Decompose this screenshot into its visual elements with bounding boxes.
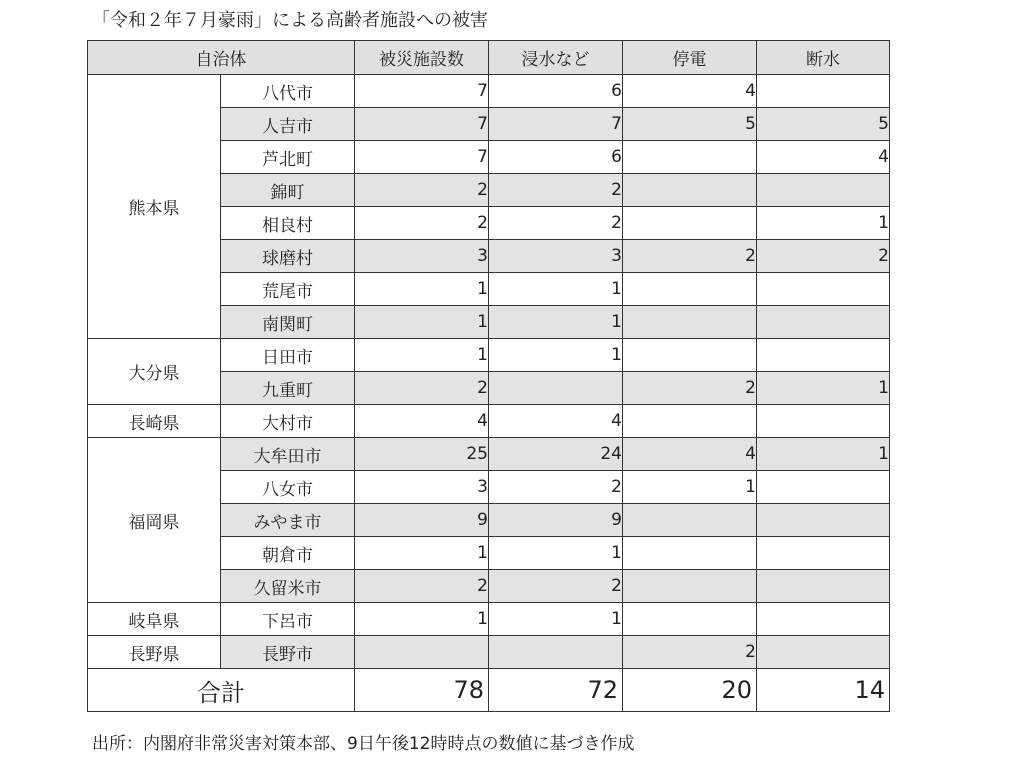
water-outage-cell: 1	[757, 438, 890, 471]
table-row	[88, 75, 890, 108]
municipality-cell: 下呂市	[221, 603, 355, 636]
facilities-cell: 25	[355, 438, 489, 471]
municipality-cell: 日田市	[221, 339, 355, 372]
water-outage-cell	[757, 273, 890, 306]
water-outage-cell	[757, 75, 890, 108]
water-outage-cell	[757, 570, 890, 603]
facilities-cell: 1	[355, 537, 489, 570]
power-outage-cell	[623, 570, 757, 603]
municipality-cell: 球磨村	[221, 240, 355, 273]
water-outage-cell: 5	[757, 108, 890, 141]
total-power-outage: 20	[623, 669, 757, 712]
municipality-cell: 九重町	[221, 372, 355, 405]
prefecture-cell: 長野県	[88, 636, 221, 669]
power-outage-cell	[623, 405, 757, 438]
power-outage-cell	[623, 339, 757, 372]
table-body	[88, 75, 890, 669]
table-row	[88, 438, 890, 471]
prefecture-cell: 大分県	[88, 339, 221, 405]
facilities-cell: 3	[355, 471, 489, 504]
facilities-cell: 2	[355, 570, 489, 603]
facilities-cell: 2	[355, 372, 489, 405]
prefecture-cell: 福岡県	[88, 438, 221, 603]
power-outage-cell: 2	[623, 372, 757, 405]
facilities-cell: 2	[355, 207, 489, 240]
power-outage-cell	[623, 504, 757, 537]
municipality-cell: 大牟田市	[221, 438, 355, 471]
facilities-cell: 1	[355, 306, 489, 339]
water-outage-cell	[757, 504, 890, 537]
damage-table	[87, 40, 890, 712]
municipality-cell: 八代市	[221, 75, 355, 108]
water-outage-cell: 1	[757, 372, 890, 405]
power-outage-cell: 4	[623, 75, 757, 108]
header-facilities: 被災施設数	[355, 41, 489, 75]
power-outage-cell	[623, 207, 757, 240]
flooding-cell: 1	[489, 306, 623, 339]
flooding-cell: 2	[489, 471, 623, 504]
flooding-cell: 1	[489, 273, 623, 306]
municipality-cell: 錦町	[221, 174, 355, 207]
flooding-cell: 1	[489, 537, 623, 570]
flooding-cell: 1	[489, 339, 623, 372]
prefecture-cell: 長崎県	[88, 405, 221, 438]
facilities-cell: 7	[355, 75, 489, 108]
flooding-cell	[489, 372, 623, 405]
flooding-cell: 1	[489, 603, 623, 636]
flooding-cell: 6	[489, 141, 623, 174]
flooding-cell: 24	[489, 438, 623, 471]
flooding-cell: 6	[489, 75, 623, 108]
header-municipality: 自治体	[88, 41, 355, 75]
water-outage-cell	[757, 603, 890, 636]
table-title: 「令和２年７月豪雨」による高齢者施設への被害	[92, 10, 488, 31]
facilities-cell	[355, 636, 489, 669]
water-outage-cell: 4	[757, 141, 890, 174]
power-outage-cell	[623, 273, 757, 306]
total-facilities: 78	[355, 669, 489, 712]
header-row	[88, 41, 890, 75]
water-outage-cell: 1	[757, 207, 890, 240]
municipality-cell: 南関町	[221, 306, 355, 339]
flooding-cell: 7	[489, 108, 623, 141]
header-power-outage: 停電	[623, 41, 757, 75]
header-water-outage: 断水	[757, 41, 890, 75]
power-outage-cell: 1	[623, 471, 757, 504]
flooding-cell: 2	[489, 207, 623, 240]
power-outage-cell	[623, 306, 757, 339]
power-outage-cell: 4	[623, 438, 757, 471]
source-note: 出所：内閣府非常災害対策本部、9日午後12時時点の数値に基づき作成	[92, 734, 635, 754]
facilities-cell: 7	[355, 141, 489, 174]
total-row	[88, 669, 890, 712]
water-outage-cell	[757, 471, 890, 504]
flooding-cell: 4	[489, 405, 623, 438]
water-outage-cell	[757, 537, 890, 570]
water-outage-cell	[757, 174, 890, 207]
power-outage-cell: 5	[623, 108, 757, 141]
table-row	[88, 603, 890, 636]
municipality-cell: 荒尾市	[221, 273, 355, 306]
facilities-cell: 4	[355, 405, 489, 438]
total-water-outage: 14	[757, 669, 890, 712]
water-outage-cell	[757, 636, 890, 669]
table-row	[88, 636, 890, 669]
municipality-cell: 相良村	[221, 207, 355, 240]
header-flooding: 浸水など	[489, 41, 623, 75]
municipality-cell: 人吉市	[221, 108, 355, 141]
flooding-cell: 9	[489, 504, 623, 537]
facilities-cell: 1	[355, 273, 489, 306]
flooding-cell: 3	[489, 240, 623, 273]
municipality-cell: 大村市	[221, 405, 355, 438]
flooding-cell: 2	[489, 570, 623, 603]
municipality-cell: みやま市	[221, 504, 355, 537]
municipality-cell: 朝倉市	[221, 537, 355, 570]
total-flooding: 72	[489, 669, 623, 712]
power-outage-cell: 2	[623, 240, 757, 273]
municipality-cell: 長野市	[221, 636, 355, 669]
table-row	[88, 339, 890, 372]
power-outage-cell: 2	[623, 636, 757, 669]
flooding-cell: 2	[489, 174, 623, 207]
power-outage-cell	[623, 537, 757, 570]
power-outage-cell	[623, 174, 757, 207]
municipality-cell: 芦北町	[221, 141, 355, 174]
facilities-cell: 2	[355, 174, 489, 207]
table-row	[88, 405, 890, 438]
prefecture-cell: 岐阜県	[88, 603, 221, 636]
municipality-cell: 八女市	[221, 471, 355, 504]
total-label: 合計	[88, 669, 355, 712]
municipality-cell: 久留米市	[221, 570, 355, 603]
facilities-cell: 1	[355, 339, 489, 372]
power-outage-cell	[623, 141, 757, 174]
power-outage-cell	[623, 603, 757, 636]
water-outage-cell	[757, 339, 890, 372]
water-outage-cell	[757, 405, 890, 438]
flooding-cell	[489, 636, 623, 669]
facilities-cell: 1	[355, 603, 489, 636]
prefecture-cell: 熊本県	[88, 75, 221, 339]
water-outage-cell	[757, 306, 890, 339]
water-outage-cell: 2	[757, 240, 890, 273]
facilities-cell: 3	[355, 240, 489, 273]
facilities-cell: 7	[355, 108, 489, 141]
facilities-cell: 9	[355, 504, 489, 537]
